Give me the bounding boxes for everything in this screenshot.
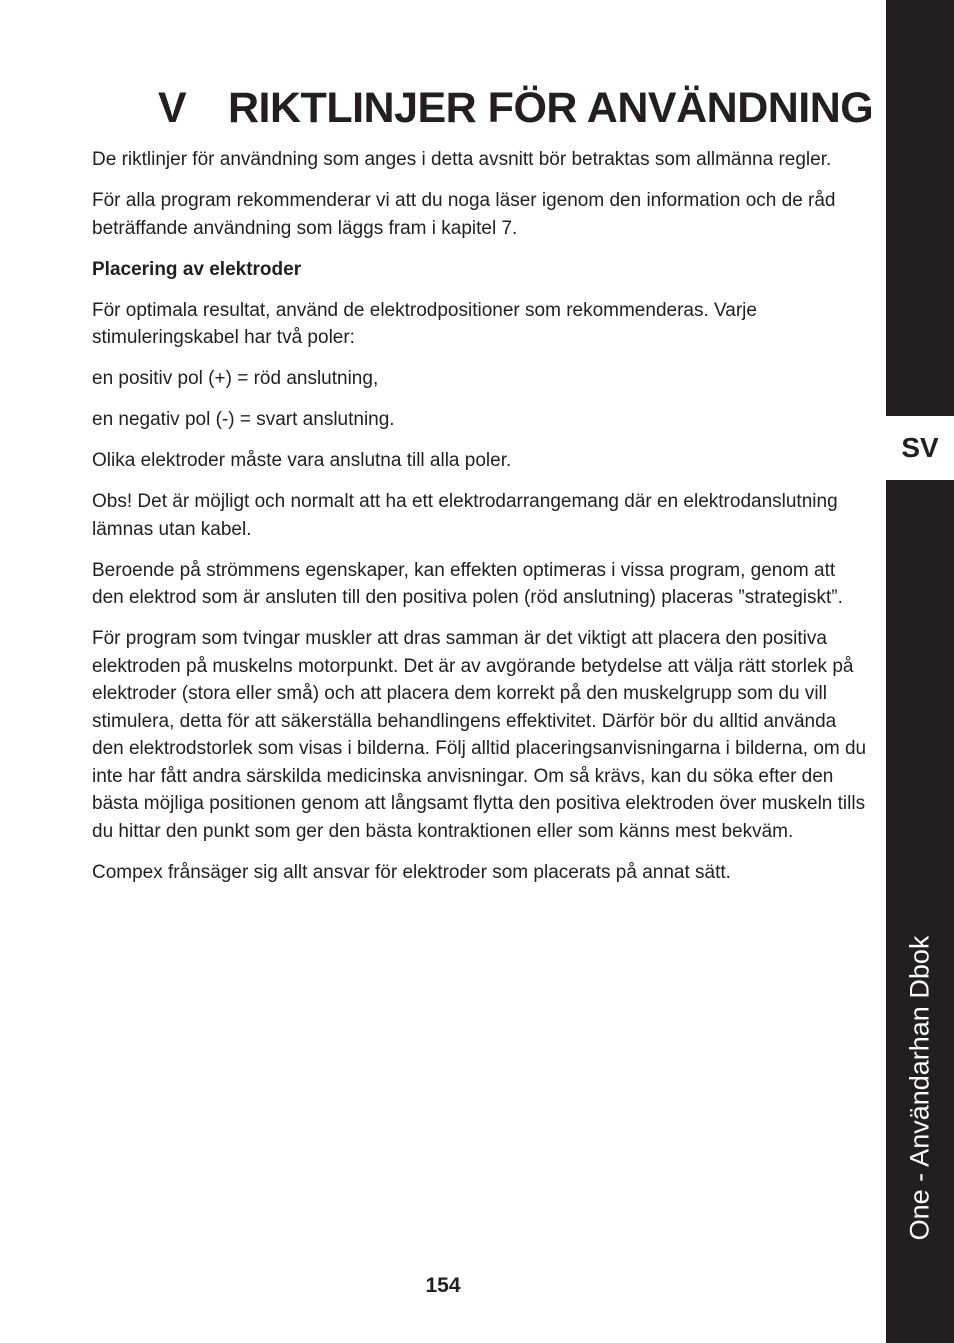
section-paragraph: en negativ pol (-) = svart anslutning.	[92, 409, 395, 430]
chapter-title: RIKTLINJER FÖR ANVÄNDNING	[228, 84, 874, 132]
section-paragraph: Obs! Det är möjligt och normalt att ha ett elektrodarrangemang där en elektrodanslutning lämnas utan kabel.	[92, 491, 838, 540]
intro-paragraph-1: De riktlinjer för användning som anges i detta avsnitt bör betraktas som allmänna regler.	[92, 149, 832, 170]
chapter-heading	[158, 84, 873, 133]
page-content	[92, 146, 872, 900]
section-paragraph: en positiv pol (+) = röd anslutning,	[92, 368, 379, 389]
section-paragraph: För optimala resultat, använd de elektrodpositioner som rekommenderas. Varje stimuleringskabel har två poler:	[92, 299, 757, 348]
intro-paragraph-2: För alla program rekommenderar vi att du noga läser igenom den information och de råd beträffande användning som läggs fram i kapitel 7.	[92, 190, 836, 239]
section-paragraph: Compex frånsäger sig allt ansvar för elektroder som placerats på annat sätt.	[92, 861, 731, 883]
language-label: SV	[901, 432, 939, 463]
sidebar-title: One - Användarhan Dbok	[904, 935, 935, 1241]
section-paragraph: För program som tvingar muskler att dras samman är det viktigt att placera den positiva elektroden på muskelns motorpunkt. Det är av avgörande betydelse att välja rätt storlek på elektroder (stora eller små) och att placera dem korrekt på den muskelgrupp som du vill stimulera, detta för att säkerställa behandlingens effektivitet. Därför bör du alltid använda den elektrodstorlek som visas i bilderna. Följ alltid placeringsanvisningarna i bilderna, om du inte har fått andra särskilda medicinska anvisningar. Om så krävs, kan du söka efter den bästa möjliga positionen genom att långsamt flytta den positiva elektroden över muskeln tills du hittar den punkt som ger den bästa kontraktionen eller som känns mest bekväm.	[92, 628, 867, 842]
section-subheading: Placering av elektroder	[92, 258, 302, 280]
section-paragraph: Olika elektroder måste vara anslutna till alla poler.	[92, 450, 512, 471]
language-tab	[886, 416, 954, 480]
section-paragraph: Beroende på strömmens egenskaper, kan effekten optimeras i vissa program, genom att den elektrod som är ansluten till den positiva polen (röd anslutning) placeras ”strategiskt”.	[92, 559, 843, 608]
chapter-number: V	[158, 84, 187, 132]
page-number: 154	[425, 1274, 461, 1297]
